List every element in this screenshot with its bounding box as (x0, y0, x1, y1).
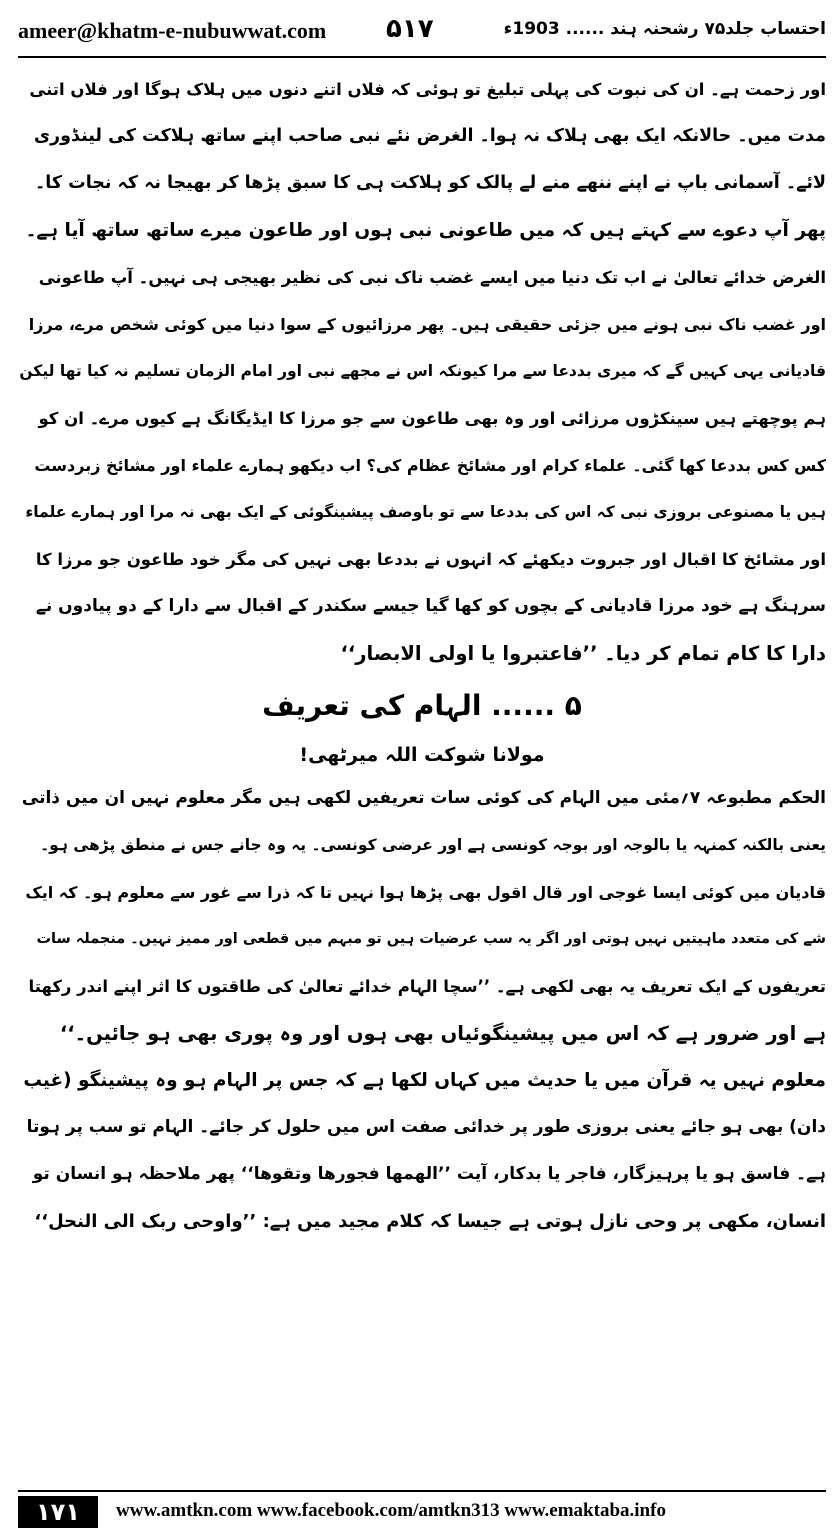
footer-page-label: ۱۷۱ (18, 1496, 98, 1528)
header-title: احتساب جلد۷۵ رشحنہ ہند ...... 1903ء (503, 19, 826, 39)
footer-links: www.amtkn.com www.facebook.com/amtkn313 www.emaktaba.info (116, 1500, 666, 1521)
text-line: کس کس بددعا کھا گئی۔ علماء کرام اور مشائخ عظام کی؟ اب دیکھو ہمارے علماء اور مشائخ زبردست (34, 456, 826, 475)
text-line: الغرض خدائے تعالیٰ نے اب تک دنیا میں ایسے غضب ناک نبی کی نظیر بھیجی ہی نہیں۔ آپ طاعونی (38, 268, 826, 287)
text-line: اور مشائخ کا اقبال اور جبروت دیکھئے کہ انہوں نے بددعا بھی نہیں کی مگر خود طاعون جو مرزا کا (35, 550, 826, 569)
text-line: تعریفوں کے ایک تعریف یہ بھی لکھی ہے۔ ’’سچا الہام خدائے تعالیٰ کی طاقتوں کا اثر اپنے اندر رکھتا (28, 977, 826, 996)
text-line: دان) بھی ہو جائے یعنی بروزی طور پر خدائی صفت اس میں حلول کر جائے۔ الہام تو سب پر ہوتا (26, 1117, 826, 1137)
header-email: ameer@khatm-e-nubuwwat.com (18, 18, 327, 43)
text-line: ہیں یا مصنوعی بروزی نبی کہ اس کی بددعا سے تو باوصف پیشینگوئی کے ایک بھی نہ مرا اور ہمارے علماء (25, 503, 826, 521)
section-author: مولانا شوکت اللہ میرٹھی! (299, 744, 545, 766)
text-line: سرہنگ ہے خود مرزا قادیانی کے بچوں کو کھا گیا جیسے سکندر کے اقبال سے دارا کے دو پیادوں نے (35, 596, 826, 616)
text-line: پھر آپ دعوے سے کہتے ہیں کہ میں طاعونی نبی ہوں اور طاعون میرے ساتھ ساتھ آیا ہے۔ (25, 220, 826, 241)
text-line: مدت میں۔ حالانکہ ایک بھی ہلاک نہ ہوا۔ الغرض نئے نبی صاحب اپنے ساتھ ہلاکت کی لینڈوری (34, 126, 826, 146)
footer-rule (18, 1490, 826, 1492)
text-line: اور غضب ناک نبی ہونے میں جزئی حقیقی ہیں۔ پھر مرزائیوں کے سوا دنیا میں کوئی شخص مرے، مرزا (28, 315, 826, 334)
text-line: الحکم مطبوعہ ۷؍مئی میں الہام کی کوئی سات تعریفیں لکھی ہیں مگر معلوم نہیں ان میں ذاتی (21, 788, 826, 808)
text-line: انسان، مکھی پر وحی نازل ہوتی ہے جیسا کہ کلام مجید میں ہے: ’’واوحی ربک الی النحل‘‘ (34, 1211, 826, 1232)
text-line: ہے اور ضرور ہے کہ اس میں پیشینگوئیاں بھی ہوں اور وہ پوری بھی ہو جائیں۔‘‘ (59, 1022, 826, 1045)
text-line: لائے۔ آسمانی باپ نے اپنے ننھے منے لے پالک کو ہلاکت ہی کا سبق پڑھا کر بھیجا نہ کہ نجات کا۔ (35, 173, 826, 193)
text-line: یعنی بالکنہ کمنہہ یا بالوجہ اور بوجہ کونسی ہے اور عرضی کونسی۔ یہ وہ جانے جس نے منطق پڑھی ہو۔ (40, 836, 826, 854)
header-page-number: ۵۱۷ (386, 14, 434, 44)
text-line: ہم پوچھتے ہیں سینکڑوں مرزائی اور وہ بھی طاعون سے جو مرزا کا ایڈیگانگ ہے کیوں مرے۔ ان کو (38, 409, 826, 428)
text-line: معلوم نہیں یہ قرآن میں یا حدیث میں کہاں لکھا ہے کہ جس پر الہام ہو وہ پیشینگو (غیب (23, 1070, 826, 1091)
text-line: قادیان میں کوئی ایسا غوجی اور قال اقول بھی پڑھا ہوا نہیں تا کہ ذرا سے غور سے معلوم ہو۔ کہ ایک (25, 883, 826, 902)
page-header (18, 14, 826, 54)
text-line: دارا کا کام تمام کر دیا۔ ’’فاعتبروا یا اولی الابصار‘‘ (340, 642, 826, 665)
text-line: قادیانی یہی کہیں گے کہ میری بددعا سے مرا کیونکہ اس نے مجھے نبی اور امام الزمان تسلیم نہ کیا تھا لیکن (19, 362, 826, 380)
text-line: اور زحمت ہے۔ ان کی نبوت کی پہلی تبلیغ تو ہوئی کہ فلاں اتنے دنوں میں ہلاک ہوگا اور فلاں اتنی (29, 80, 826, 99)
header-rule (18, 56, 826, 58)
body-text (18, 66, 826, 1245)
text-line: شے کی متعدد ماہیتیں نہیں ہوتی اور اگر یہ سب عرضیات ہیں تو مبہم میں قطعی اور ممیز نہیں۔ منجملہ سات (36, 931, 826, 947)
page-footer (18, 1490, 826, 1530)
text-line: ہے۔ فاسق ہو یا پرہیزگار، فاجر یا بدکار، آیت ’’الھمھا فجورھا وتقوھا‘‘ پھر ملاحظہ ہو انسان تو (32, 1164, 826, 1184)
section-heading: ۵ ...... الہام کی تعریف (262, 689, 582, 722)
